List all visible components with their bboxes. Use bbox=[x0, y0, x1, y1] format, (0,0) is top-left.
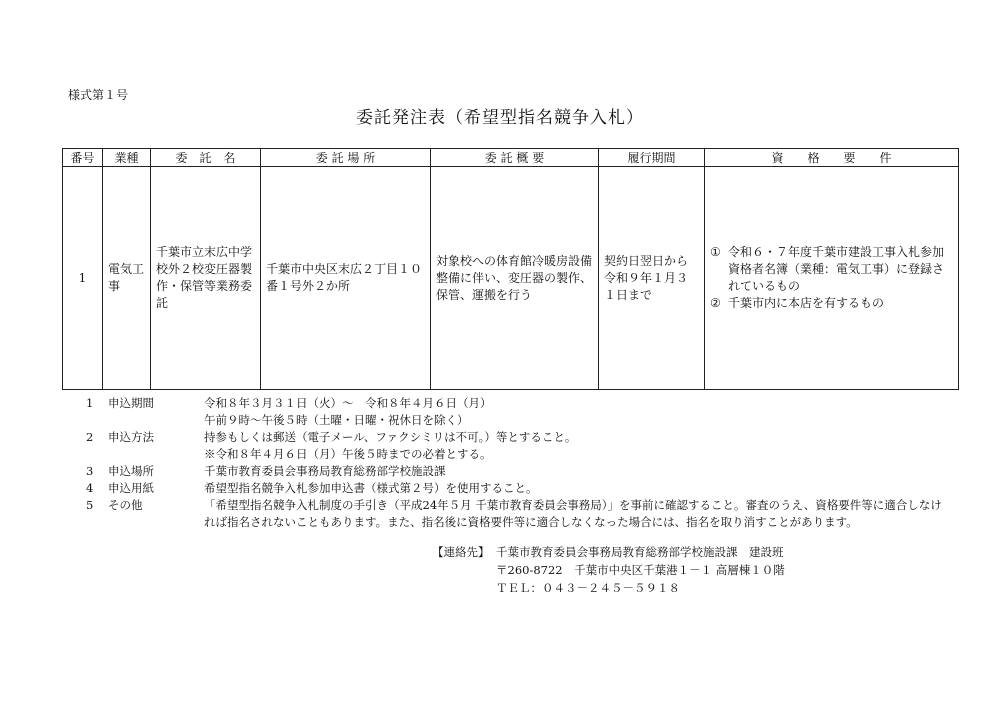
note-line: 「希望型指名競争入札制度の手引き（平成24年５月 千葉市教育委員会事務局）」を事前に確認すること。審査のうえ、資格要件等に適合しなけ bbox=[204, 498, 942, 512]
cell-number: 1 bbox=[63, 167, 103, 390]
cell-name: 千葉市立末広中学校外２校変圧器製作・保管等業務委託 bbox=[151, 167, 261, 390]
note-item bbox=[86, 480, 946, 497]
header-name: 委 託 名 bbox=[151, 149, 261, 167]
note-content bbox=[204, 463, 946, 480]
requirement-text: 千葉市内に本店を有するもの bbox=[728, 296, 885, 310]
contact-address: 〒260-8722 千葉市中央区千葉港１－１ 高層棟１０階 bbox=[496, 563, 785, 577]
note-label: 申込方法 bbox=[108, 430, 154, 444]
header-period: 履行期間 bbox=[599, 149, 705, 167]
header-requirements: 資 格 要 件 bbox=[705, 149, 959, 167]
contact-org: 千葉市教育委員会事務局教育総務部学校施設課 建設班 bbox=[496, 545, 784, 559]
cell-requirements bbox=[705, 167, 959, 390]
note-line: 午前９時～午後５時（土曜・日曜・祝休日を除く） bbox=[204, 413, 469, 427]
note-number: 3 bbox=[86, 464, 94, 478]
note-line: 千葉市教育委員会事務局教育総務部学校施設課 bbox=[204, 464, 446, 478]
requirement-item bbox=[710, 244, 953, 295]
note-line: 持参もしくは郵送（電子メール、ファクシミリは不可。）等とすること。 bbox=[204, 430, 577, 444]
note-content bbox=[204, 395, 946, 429]
document-title: 委託発注表（希望型指名競争入札） bbox=[356, 108, 644, 128]
cell-period: 契約日翌日から令和９年１月３１日まで bbox=[599, 167, 705, 390]
note-number: 1 bbox=[86, 396, 94, 410]
table-row bbox=[63, 167, 959, 390]
header-location: 委 託 場 所 bbox=[261, 149, 431, 167]
note-number: 5 bbox=[86, 498, 94, 512]
note-number: 2 bbox=[86, 430, 94, 444]
header-industry: 業種 bbox=[103, 149, 151, 167]
note-label: 申込期間 bbox=[108, 396, 154, 410]
note-label: 申込用紙 bbox=[108, 481, 154, 495]
order-table bbox=[62, 148, 959, 390]
requirement-text: 令和６・７年度千葉市建設工事入札参加資格者名簿（業種：電気工事）に登録されているもの bbox=[728, 245, 945, 293]
contact-block bbox=[432, 543, 785, 597]
note-item bbox=[86, 497, 946, 531]
note-label: 申込場所 bbox=[108, 464, 154, 478]
note-line: ※令和８年４月６日（月）午後５時までの必着とする。 bbox=[204, 447, 492, 461]
cell-summary: 対象校への体育館冷暖房設備整備に伴い、変圧器の製作、保管、運搬を行う bbox=[431, 167, 599, 390]
contact-tel: ＴＥＬ：０４３－２４５－５９１８ bbox=[496, 581, 680, 595]
note-item bbox=[86, 429, 946, 463]
table-header-row bbox=[63, 149, 959, 167]
requirement-number: ② bbox=[710, 296, 721, 310]
note-line: 希望型指名競争入札参加申込書（様式第２号）を使用すること。 bbox=[204, 481, 538, 495]
cell-industry: 電気工事 bbox=[103, 167, 151, 390]
note-item bbox=[86, 395, 946, 429]
contact-tag: 【連絡先】 bbox=[432, 545, 490, 559]
note-line: れば指名されないこともあります。また、指名後に資格要件等に適合しなくなった場合には、指名を取り消すことがあります。 bbox=[204, 515, 858, 529]
note-content bbox=[204, 497, 946, 531]
form-number: 様式第１号 bbox=[68, 88, 129, 102]
notes-list bbox=[86, 395, 946, 531]
header-number: 番号 bbox=[63, 149, 103, 167]
note-line: 令和８年３月３１日（火）～ 令和８年４月６日（月） bbox=[204, 396, 492, 410]
contact-org-row bbox=[432, 543, 785, 561]
header-summary: 委 託 概 要 bbox=[431, 149, 599, 167]
requirement-item bbox=[710, 295, 953, 312]
note-content bbox=[204, 480, 946, 497]
note-number: 4 bbox=[86, 481, 94, 495]
note-label: その他 bbox=[108, 498, 143, 512]
requirement-number: ① bbox=[710, 245, 721, 259]
note-item bbox=[86, 463, 946, 480]
cell-location: 千葉市中央区末広２丁目１０番１号外２か所 bbox=[261, 167, 431, 390]
contact-address-row bbox=[432, 561, 785, 579]
contact-tel-row bbox=[432, 579, 785, 597]
note-content bbox=[204, 429, 946, 463]
